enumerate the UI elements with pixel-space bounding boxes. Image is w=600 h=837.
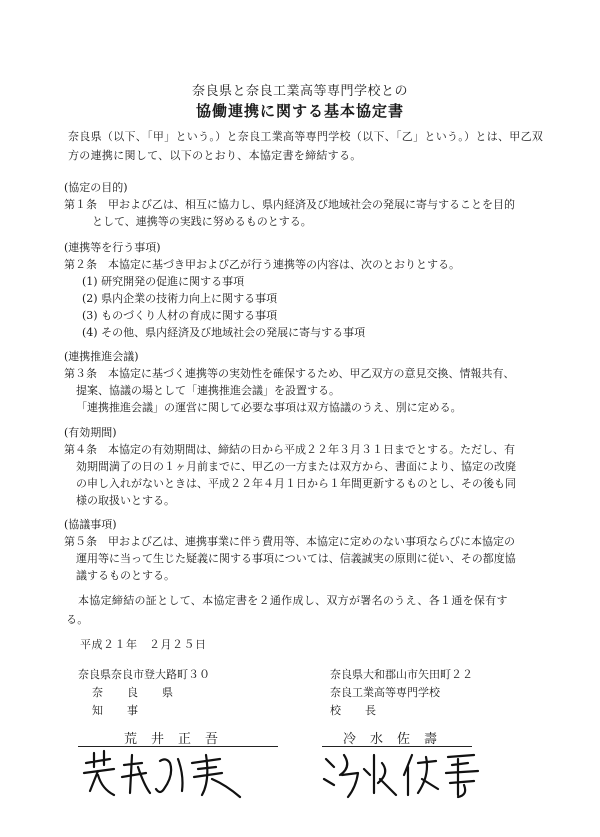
party-right-name: 冷水佐壽 bbox=[322, 728, 472, 747]
list-item: (4) その他、県内経済及び地域社会の発展に寄与する事項 bbox=[82, 326, 366, 339]
article-4-heading: (有効期間) bbox=[64, 426, 117, 439]
article-2 bbox=[64, 256, 554, 341]
article-1 bbox=[64, 196, 554, 230]
article-line: 「連携推進会議」の運営に関して必要な事項は双方協議のうえ、別に定める。 bbox=[76, 401, 462, 414]
article-line: 第１条 甲および乙は、相互に協力し、県内経済及び地域社会の発展に寄与することを目的 bbox=[64, 198, 515, 211]
article-3 bbox=[64, 365, 554, 416]
article-line: の申し入れがないときは、平成２２年４月１日から１年間更新するものとし、その後も同 bbox=[76, 477, 516, 490]
article-2-heading: (連携等を行う事項) bbox=[64, 241, 161, 254]
article-line: 第２条 本協定に基づき甲および乙が行う連携等の内容は、次のとおりとする。 bbox=[64, 258, 460, 271]
article-1-heading: (協定の目的) bbox=[64, 181, 128, 194]
article-line: 第３条 本協定に基づく連携等の実効性を確保するため、甲乙双方の意見交換、情報共有、 bbox=[64, 367, 515, 380]
list-item: (1) 研究開発の促進に関する事項 bbox=[82, 275, 245, 288]
list-item: (2) 県内企業の技術力向上に関する事項 bbox=[82, 292, 278, 305]
article-line: 第５条 甲および乙は、連携事業に伴う費用等、本協定に定めのない事項ならびに本協定の bbox=[64, 535, 515, 548]
preamble bbox=[68, 127, 548, 165]
article-4 bbox=[64, 441, 554, 509]
party-right-org: 奈良工業高等専門学校 bbox=[330, 686, 440, 699]
article-3-heading: (連携推進会議) bbox=[64, 350, 139, 363]
preamble-line: 奈良県（以下、「甲」という。）と奈良工業高等専門学校（以下、「乙」という。）とは、甲乙双 bbox=[68, 130, 544, 143]
article-line: 効期間満了の日の１ヶ月前までに、甲乙の一方または双方から、書面により、協定の改廃 bbox=[76, 460, 516, 473]
party-right bbox=[330, 666, 473, 720]
article-line: 提案、協議の場として「連携推進会議」を設置する。 bbox=[76, 384, 340, 397]
closing-line: 本協定締結の証として、本協定書を２通作成し、双方が署名のうえ、各１通を保有す bbox=[78, 594, 508, 607]
article-line: として、連携等の実践に努めるものとする。 bbox=[92, 215, 312, 228]
article-5 bbox=[64, 533, 554, 584]
party-left-address: 奈良県奈良市登大路町３０ bbox=[78, 668, 210, 681]
party-right-address: 奈良県大和郡山市矢田町２２ bbox=[330, 668, 473, 681]
article-line: 議するものとする。 bbox=[76, 569, 175, 582]
party-left-name: 荒井正吾 bbox=[78, 728, 278, 747]
signature-left bbox=[80, 745, 260, 805]
party-left-org: 奈良県 bbox=[92, 686, 197, 699]
list-item: (3) ものづくり人材の育成に関する事項 bbox=[82, 309, 278, 322]
signature-right bbox=[318, 745, 488, 805]
party-left bbox=[78, 666, 210, 720]
article-line: 第４条 本協定の有効期間は、締結の日から平成２２年３月３１日までとする。ただし、有 bbox=[64, 443, 515, 456]
closing-statement bbox=[66, 591, 558, 629]
party-right-role: 校長 bbox=[330, 704, 400, 717]
closing-line: る。 bbox=[66, 613, 89, 626]
article-5-heading: (協議事項) bbox=[64, 518, 117, 531]
article-line: 様の取扱いとする。 bbox=[76, 494, 175, 507]
signing-date: 平成２１年 ２月２５日 bbox=[80, 638, 207, 651]
document-title: 協働連携に関する基本協定書 bbox=[195, 102, 404, 120]
document-subtitle: 奈良県と奈良工業高等専門学校との bbox=[191, 84, 408, 99]
article-line: 運用等に当って生じた疑義に関する事項については、信義誠実の原則に従い、その都度協 bbox=[76, 552, 516, 565]
party-left-role: 知事 bbox=[92, 704, 162, 717]
preamble-line: 方の連携に関して、以下のとおり、本協定書を締結する。 bbox=[68, 149, 362, 162]
